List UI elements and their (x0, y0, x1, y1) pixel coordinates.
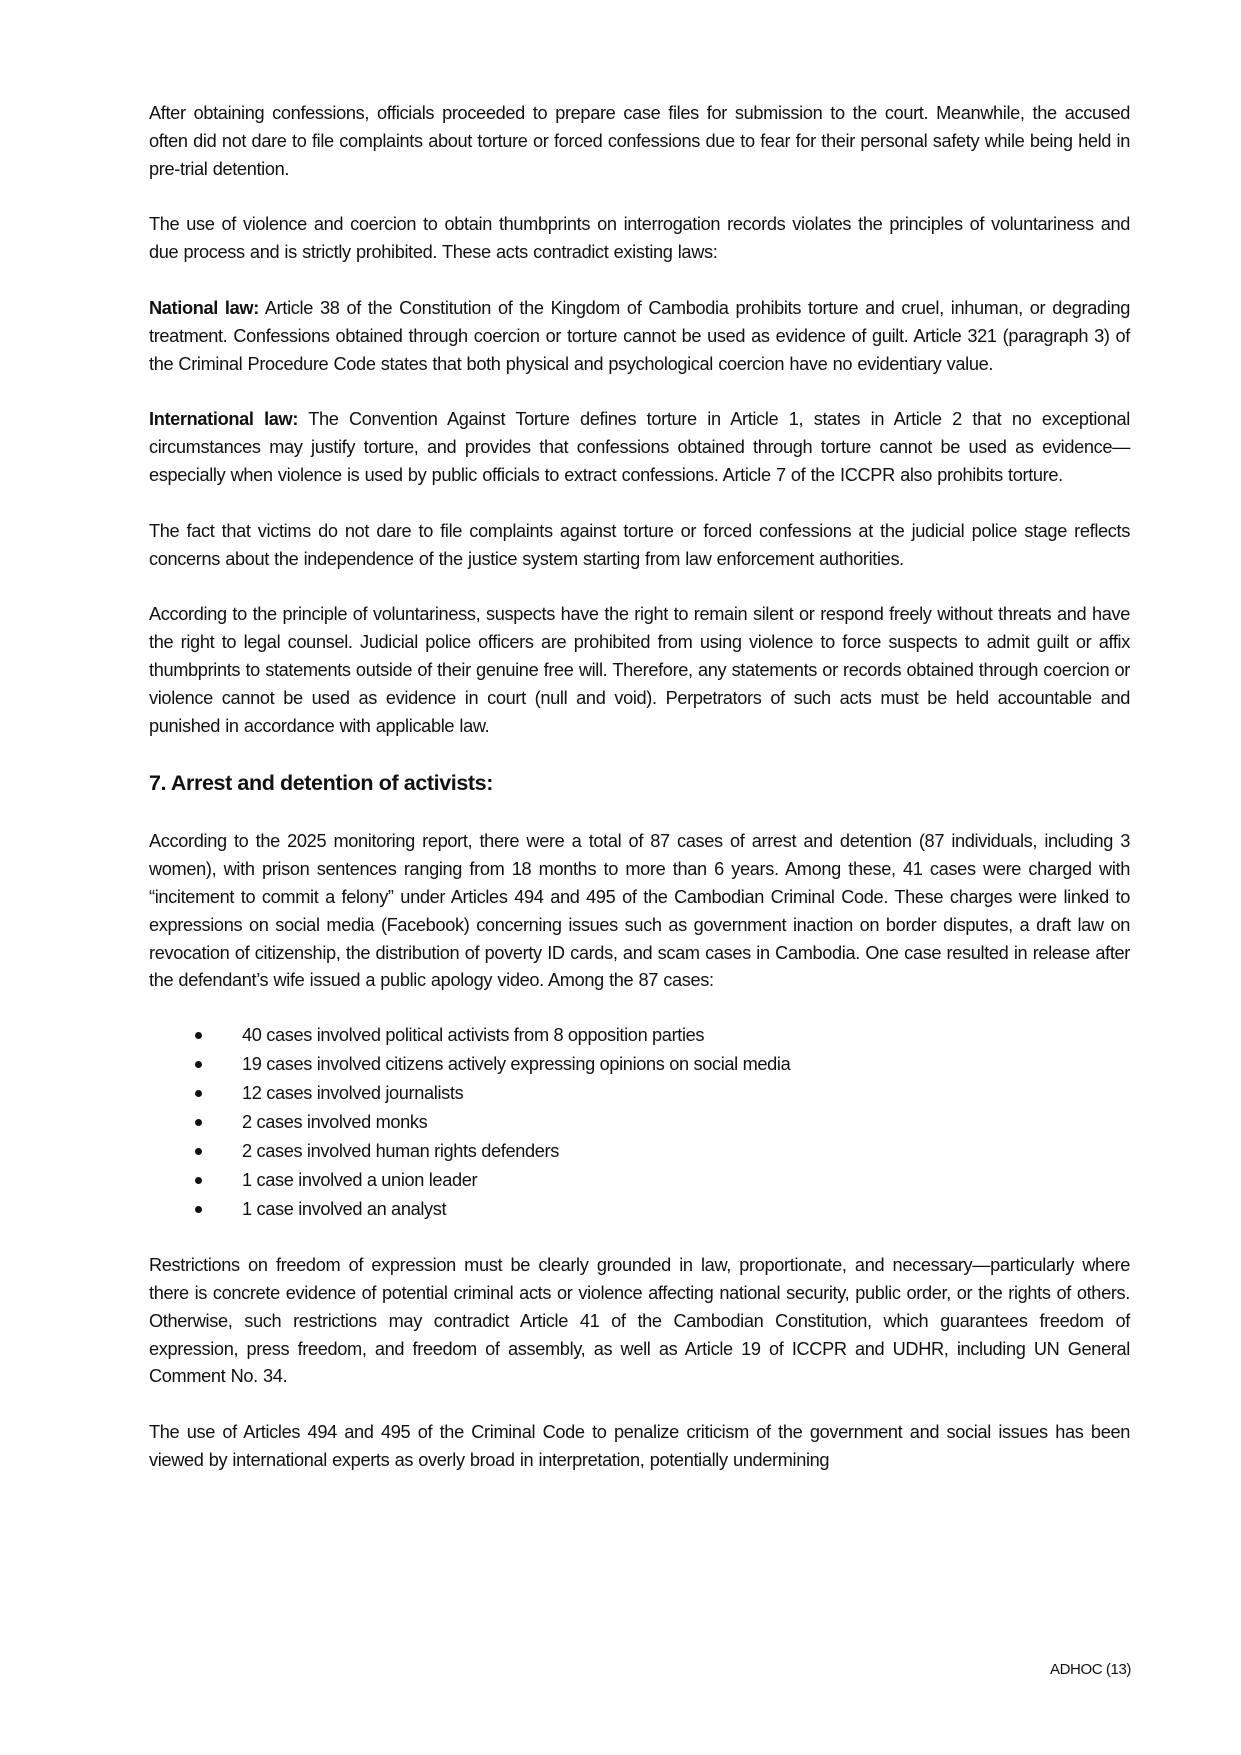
bullet-icon (195, 1061, 202, 1068)
national-law-text: Article 38 of the Constitution of the Kingdom of Cambodia prohibits torture and cruel, inhuman, or degrading treatment. Confessions obtained through coercion or torture cannot be used as evidence of guilt. Article 321 (paragraph 3) of the Criminal Procedure Code states that both physical and psychological coercion have no evidentiary value. (149, 297, 1130, 374)
international-law-text: The Convention Against Torture defines torture in Article 1, states in Article 2 that no exceptional circumstances may justify torture, and provides that confessions obtained through torture cannot be used as evidence—especially when violence is used by public officials to extract confessions. Article 7 of the ICCPR also prohibits torture. (149, 409, 1130, 485)
bullet-icon (195, 1177, 202, 1184)
document-page (149, 100, 1130, 1503)
paragraph-voluntariness: According to the principle of voluntariness, suspects have the right to remain silent or respond freely without threats and have the right to legal counsel. Judicial police officers are prohibited from using violence to force suspects to admit guilt or affix thumbprints to statements outside of their genuine free will. Therefore, any statements or records obtained through coercion or violence cannot be used as evidence in court (null and void). Perpetrators of such acts must be held accountable and punished in accordance with applicable law. (149, 604, 1130, 736)
list-item: 12 cases involved journalists (149, 1079, 1130, 1108)
paragraph-articles-494-495: The use of Articles 494 and 495 of the Criminal Code to penalize criticism of the government and social issues has been viewed by international experts as overly broad in interpretation, potentially undermining (149, 1422, 1130, 1470)
paragraph-monitoring-report: According to the 2025 monitoring report, there were a total of 87 cases of arrest and detention (87 individuals, including 3 women), with prison sentences ranging from 18 months to more than 6 years. Among these, 41 cases were charged with “incitement to commit a felony” under Articles 494 and 495 of the Cambodian Criminal Code. These charges were linked to expressions on social media (Facebook) concerning issues such as government inaction on border disputes, a draft law on revocation of citizenship, the distribution of poverty ID cards, and scam cases in Cambodia. One case resulted in release after the defendant’s wife issued a public apology video. Among the 87 cases: (149, 831, 1130, 991)
paragraph-international-law (149, 406, 1130, 489)
list-item: 1 case involved a union leader (149, 1166, 1130, 1195)
paragraph-confessions: After obtaining confessions, officials proceeded to prepare case files for submission to the court. Meanwhile, the accused often did not dare to file complaints about torture or forced confessions due to fear for their personal safety while being held in pre-trial detention. (149, 103, 1130, 179)
paragraph-restrictions: Restrictions on freedom of expression must be clearly grounded in law, proportionate, and necessary—particularly where there is concrete evidence of potential criminal acts or violence affecting national security, public order, or the rights of others. Otherwise, such restrictions may contradict Article 41 of the Cambodian Constitution, which guarantees freedom of expression, press freedom, and freedom of assembly, as well as Article 19 of ICCPR and UDHR, including UN General Comment No. 34. (149, 1255, 1130, 1387)
international-law-label: International law: (149, 409, 299, 430)
bullet-icon (195, 1032, 202, 1039)
bullet-icon (195, 1090, 202, 1097)
national-law-label: National law: (149, 297, 259, 318)
list-item: 2 cases involved monks (149, 1108, 1130, 1137)
paragraph-national-law (149, 295, 1130, 378)
list-item: 1 case involved an analyst (149, 1195, 1130, 1224)
paragraph-victims-complaints: The fact that victims do not dare to file complaints against torture or forced confessions at the judicial police stage reflects concerns about the independence of the justice system starting from law enforcement authorities. (149, 520, 1130, 569)
section-title: 7. Arrest and detention of activists: (149, 771, 494, 796)
page-number-footer: ADHOC (13) (1049, 1661, 1131, 1678)
bullet-icon (195, 1206, 202, 1213)
cases-bullet-list (149, 1021, 1130, 1224)
bullet-icon (195, 1148, 202, 1155)
list-item: 40 cases involved political activists from 8 opposition parties (149, 1021, 1130, 1050)
bullet-icon (195, 1119, 202, 1126)
list-item: 2 cases involved human rights defenders (149, 1137, 1130, 1166)
list-item: 19 cases involved citizens actively expressing opinions on social media (149, 1050, 1130, 1079)
paragraph-violence-coercion: The use of violence and coercion to obtain thumbprints on interrogation records violates the principles of voluntariness and due process and is strictly prohibited. These acts contradict existing laws: (149, 214, 1130, 263)
